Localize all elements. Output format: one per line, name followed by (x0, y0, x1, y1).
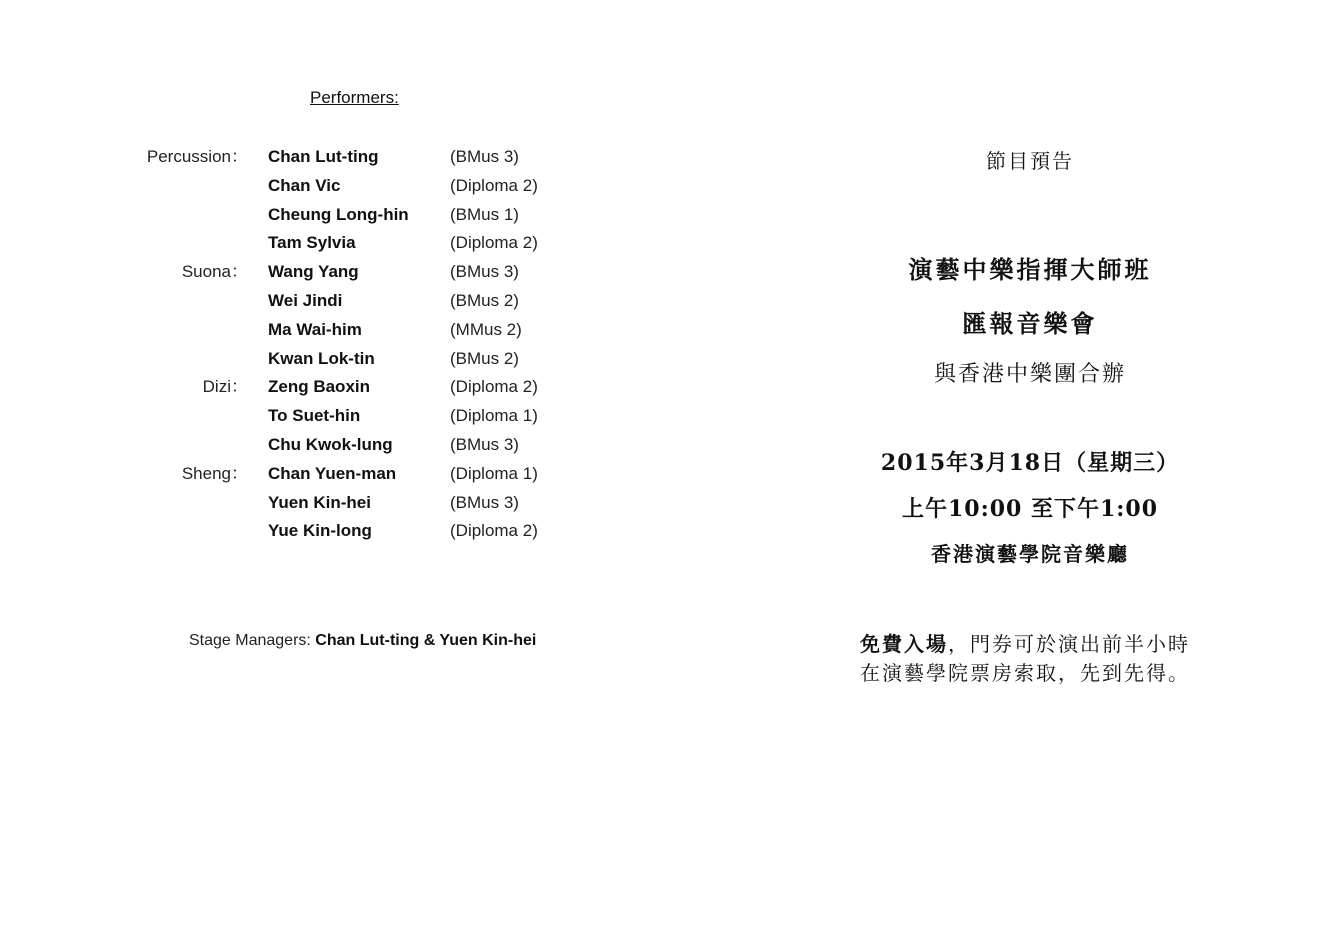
performer-row (0, 489, 640, 518)
performers-heading: Performers: (310, 88, 399, 107)
performer-name: Yue Kin-long (268, 521, 372, 541)
stage-managers-line (189, 632, 536, 650)
performer-row (0, 517, 640, 546)
performer-programme: (BMus 3) (450, 147, 519, 166)
performer-name: Tam Sylvia (268, 233, 356, 253)
stage-managers-names: Chan Lut-ting & Yuen Kin-hei (315, 632, 537, 649)
performer-row (0, 258, 640, 287)
programme-preview-label: 節目預告 (986, 149, 1074, 173)
performer-name: Kwan Lok-tin (268, 348, 375, 368)
performer-programme: (BMus 3) (450, 434, 519, 454)
concert-time: 上午10:00 至下午1:00 (901, 496, 1159, 522)
performer-row (0, 229, 640, 258)
performer-name: Chan Lut-ting (268, 147, 379, 166)
performer-row (0, 373, 640, 402)
performer-programme: (Diploma 1) (450, 463, 538, 483)
performer-row (0, 143, 640, 172)
admission-note (860, 630, 1205, 688)
performer-name: Chu Kwok-lung (268, 434, 393, 454)
concert-title-line-2: 匯報音樂會 (962, 309, 1098, 338)
performer-row (0, 402, 640, 431)
performer-row (0, 316, 640, 345)
performer-row (0, 172, 640, 201)
performer-programme: (BMus 3) (450, 262, 519, 282)
performer-name: Chan Vic (268, 175, 341, 195)
performer-programme: (Diploma 2) (450, 175, 538, 195)
performer-name: Zeng Baoxin (268, 377, 371, 397)
performer-name: Cheung Long-hin (268, 204, 409, 224)
admission-details: ，門券可於演出前半小時在演藝學院票房索取，先到先得。 (860, 632, 1190, 685)
performer-programme: (Diploma 1) (450, 406, 538, 426)
performer-roster (0, 143, 640, 546)
performer-name: Yuen Kin-hei (268, 492, 371, 512)
performer-programme: (MMus 2) (450, 319, 522, 339)
performer-programme: (Diploma 2) (450, 377, 538, 397)
performer-row (0, 431, 640, 460)
performer-name: Chan Yuen-man (268, 463, 397, 483)
instrument-section-label: Dizi： (202, 377, 248, 397)
performer-name: Wang Yang (268, 262, 359, 282)
stage-managers-label: Stage Managers: (189, 632, 316, 649)
performer-row (0, 345, 640, 374)
free-admission-label: 免費入場 (860, 632, 948, 656)
concert-date: 2015年3月18日（星期三） (880, 450, 1180, 476)
performer-row (0, 287, 640, 316)
performer-name: Ma Wai-him (268, 319, 362, 339)
performer-name: To Suet-hin (268, 406, 361, 426)
co-presenter-line: 與香港中樂團合辦 (933, 362, 1126, 387)
performer-programme: (BMus 2) (450, 290, 519, 310)
instrument-section-label: Percussion： (146, 147, 248, 166)
performer-row (0, 460, 640, 489)
instrument-section-label: Sheng： (181, 463, 248, 483)
performer-row (0, 201, 640, 230)
instrument-section-label: Suona： (181, 262, 248, 282)
performer-programme: (Diploma 2) (450, 233, 538, 253)
performer-name: Wei Jindi (268, 290, 343, 310)
performer-programme: (Diploma 2) (450, 521, 538, 541)
performer-programme: (BMus 3) (450, 492, 519, 512)
performer-programme: (BMus 1) (450, 204, 519, 224)
performer-programme: (BMus 2) (450, 348, 519, 368)
concert-title-line-1: 演藝中樂指揮大師班 (908, 255, 1152, 284)
concert-venue: 香港演藝學院音樂廳 (931, 542, 1129, 566)
